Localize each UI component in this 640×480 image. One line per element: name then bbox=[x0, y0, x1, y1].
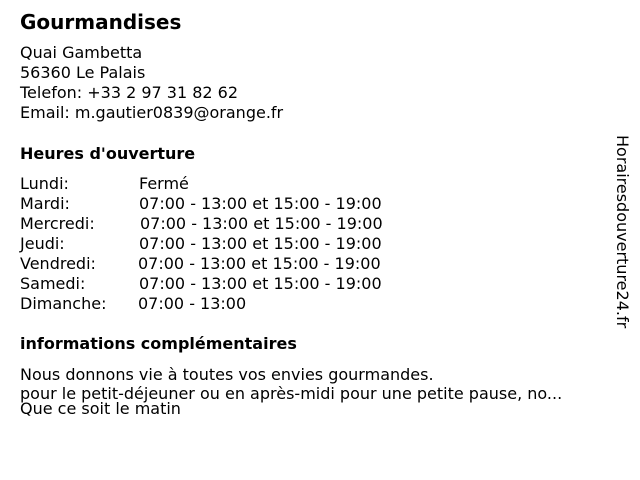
shop-name: Gourmandises bbox=[20, 10, 182, 34]
opening-hours: 07:00 - 13:00 et 15:00 - 19:00 bbox=[139, 274, 382, 293]
shop-email: Email: m.gautier0839@orange.fr bbox=[20, 103, 284, 122]
day-label: Samedi: bbox=[20, 274, 86, 293]
info-text-line: pour le petit-déjeuner ou en après-midi pour une petite pause, no... bbox=[20, 384, 563, 403]
day-label: Mercredi: bbox=[20, 214, 95, 233]
info-text-line: Que ce soit le matin bbox=[20, 399, 181, 418]
day-label: Jeudi: bbox=[20, 234, 65, 253]
shop-phone: Telefon: +33 2 97 31 82 62 bbox=[20, 83, 239, 102]
info-heading: informations complémentaires bbox=[20, 334, 297, 353]
opening-hours: 07:00 - 13:00 et 15:00 - 19:00 bbox=[139, 194, 382, 213]
day-label: Vendredi: bbox=[20, 254, 96, 273]
opening-hours: 07:00 - 13:00 et 15:00 - 19:00 bbox=[140, 214, 383, 233]
opening-hours: Fermé bbox=[139, 174, 189, 193]
shop-city: 56360 Le Palais bbox=[20, 63, 146, 82]
site-watermark: Horairesdouverture24.fr bbox=[613, 135, 632, 329]
opening-hours: 07:00 - 13:00 bbox=[138, 294, 247, 313]
info-text-line: Nous donnons vie à toutes vos envies gourmandes. bbox=[20, 365, 434, 384]
day-label: Mardi: bbox=[20, 194, 70, 213]
shop-street: Quai Gambetta bbox=[20, 43, 143, 62]
day-label: Lundi: bbox=[20, 174, 69, 193]
opening-hours: 07:00 - 13:00 et 15:00 - 19:00 bbox=[138, 254, 381, 273]
day-label: Dimanche: bbox=[20, 294, 107, 313]
hours-heading: Heures d'ouverture bbox=[20, 144, 196, 163]
opening-hours: 07:00 - 13:00 et 15:00 - 19:00 bbox=[139, 234, 382, 253]
